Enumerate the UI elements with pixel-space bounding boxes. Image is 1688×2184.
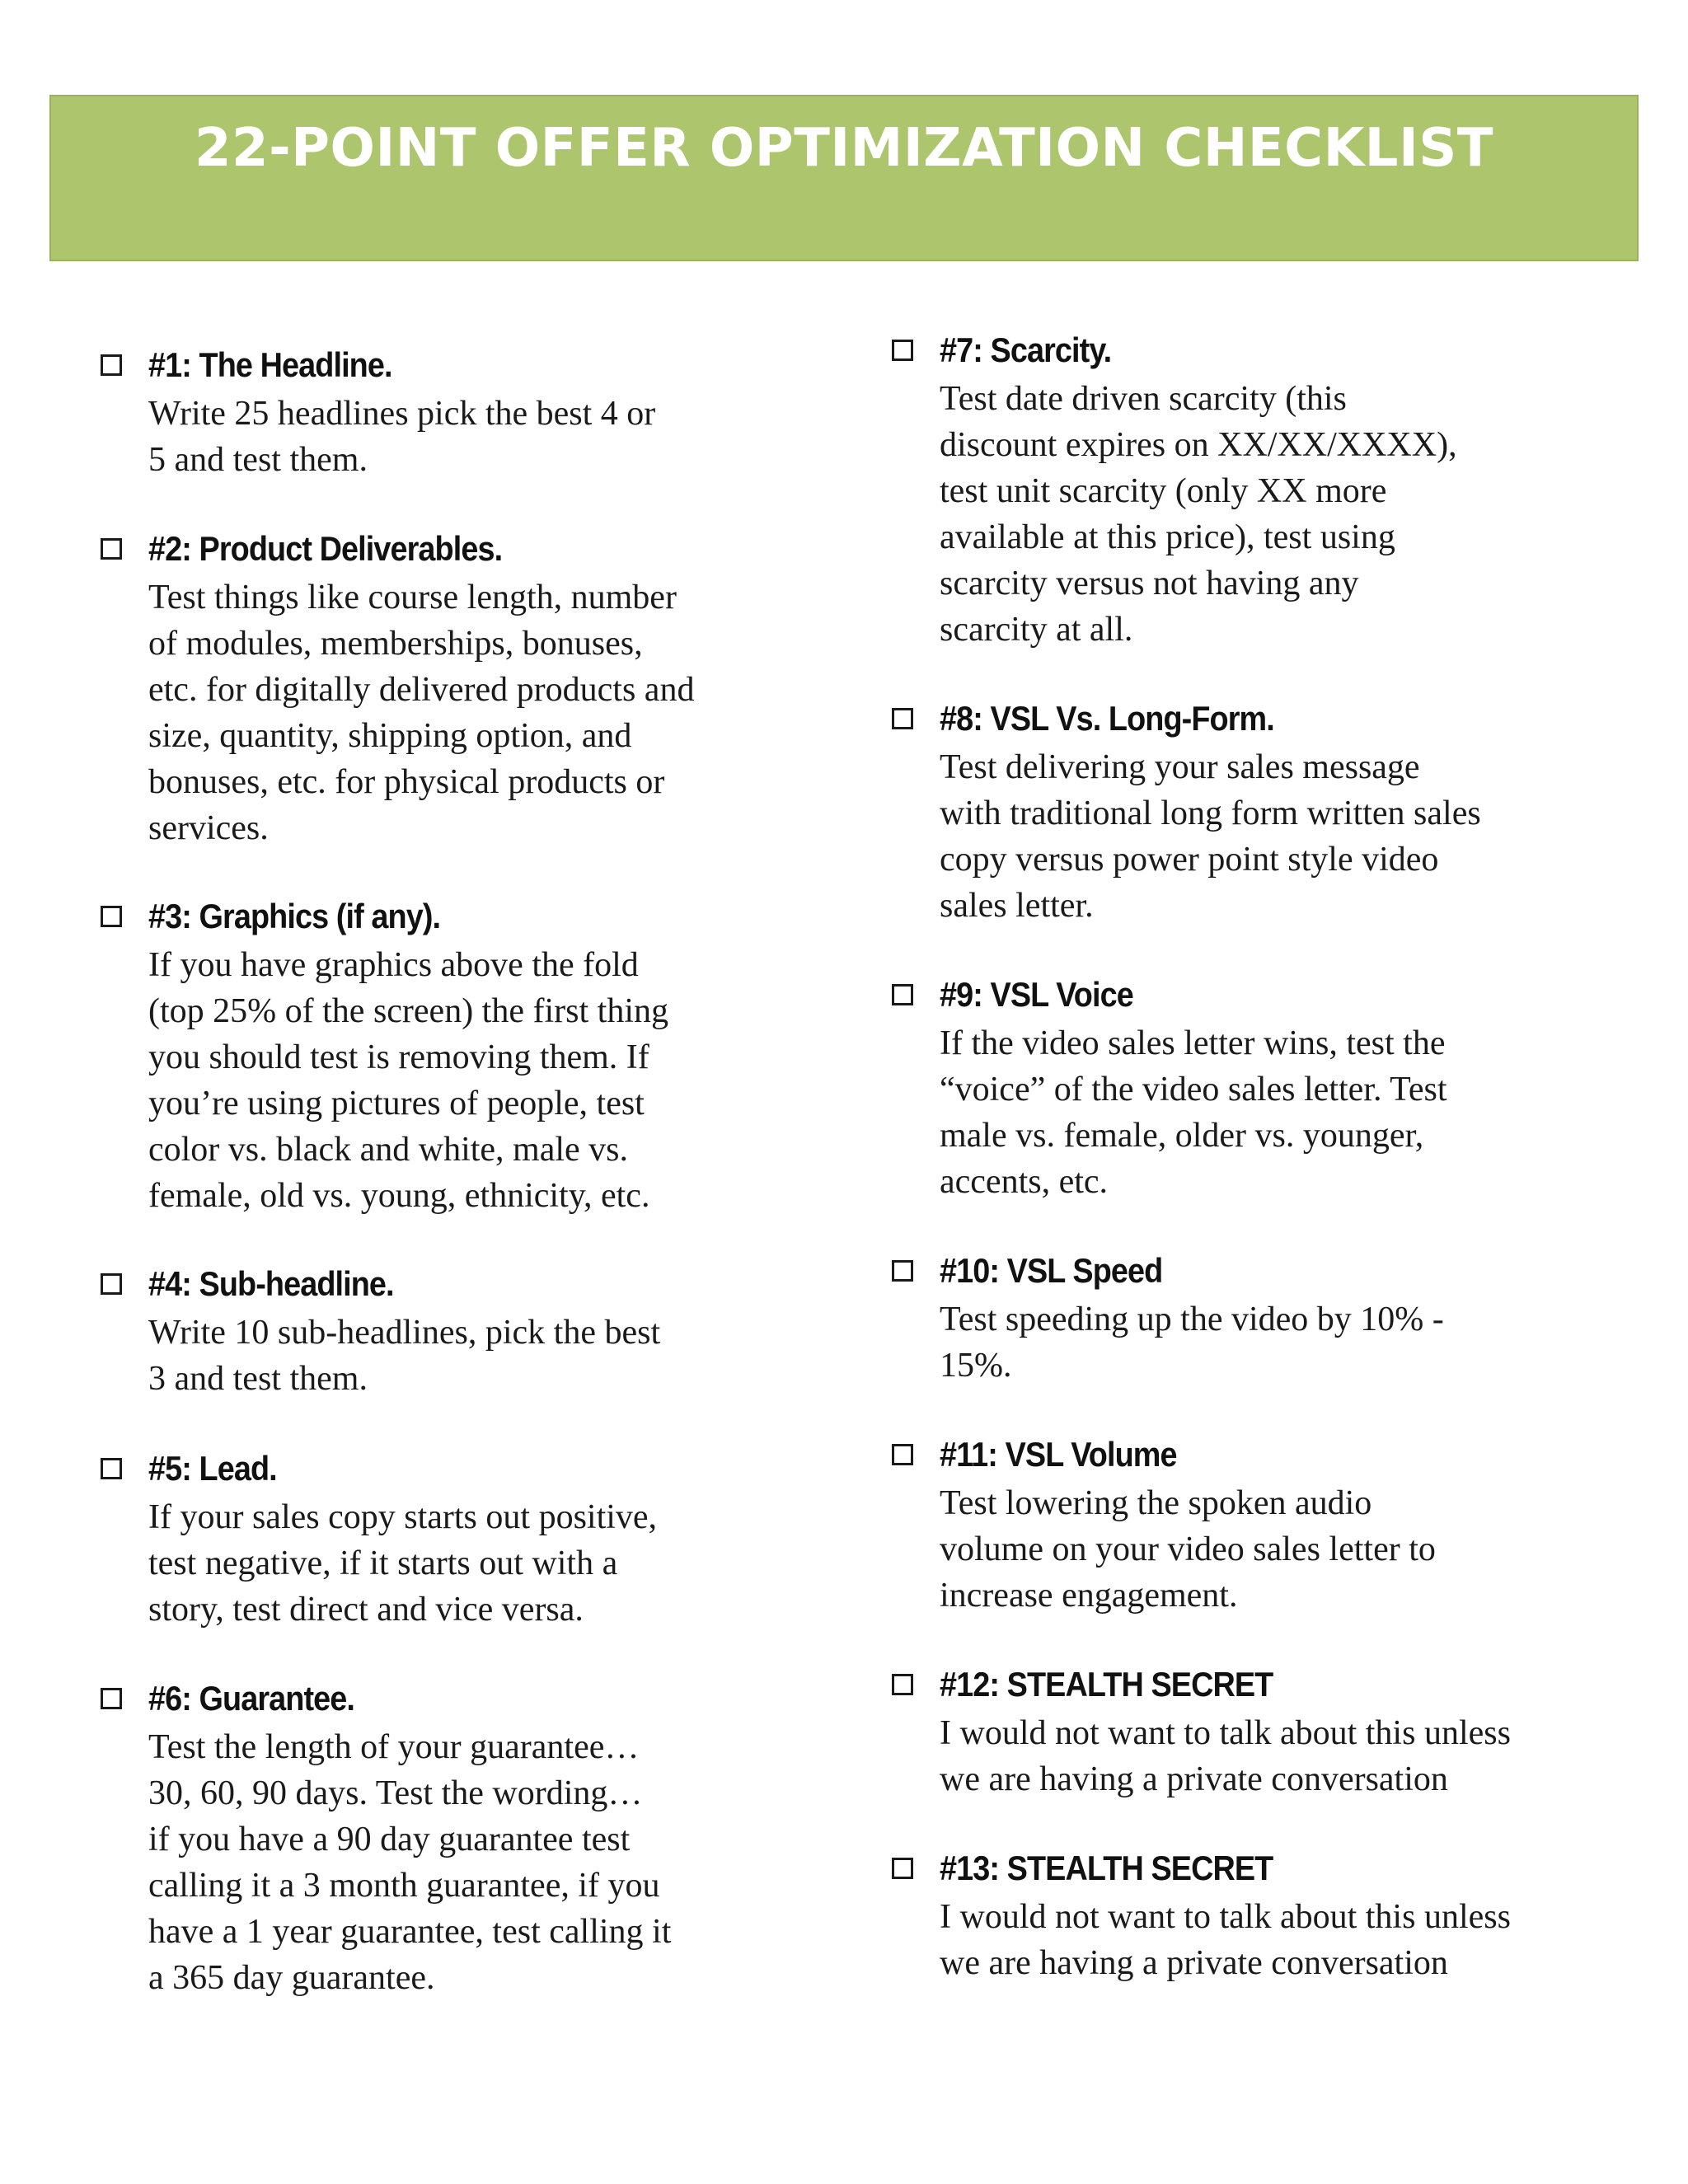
page-title: 22-POINT OFFER OPTIMIZATION CHECKLIST [195,118,1493,179]
item-title: #7: Scarcity. [940,330,1112,369]
description-line: 15%. [940,1347,1012,1385]
checkbox-icon[interactable] [892,340,913,361]
item-description [148,1724,671,2001]
description-line: a 365 day guarantee. [148,1959,435,1997]
description-line: etc. for digitally delivered products and [148,671,695,709]
checkbox-icon[interactable] [892,1674,913,1695]
description-line: I would not want to talk about this unless [940,1898,1511,1936]
item-title: #9: VSL Voice [940,975,1133,1014]
description-line: 5 and test them. [148,441,368,479]
description-line: Test delivering your sales message [940,748,1420,786]
item-description [940,1894,1511,1986]
item-title: #8: VSL Vs. Long-Form. [940,699,1274,738]
description-line: you’re using pictures of people, test [148,1085,645,1122]
description-line: bonuses, etc. for physical products or [148,763,665,801]
item-title: #5: Lead. [148,1449,277,1488]
description-line: services. [148,809,269,847]
checkbox-icon[interactable] [892,708,913,729]
item-title: #6: Guarantee. [148,1679,355,1718]
item-description [148,1310,660,1402]
description-line: Write 10 sub-headlines, pick the best [148,1314,661,1352]
description-line: calling it a 3 month guarantee, if you [148,1867,660,1905]
item-title: #11: VSL Volume [940,1435,1177,1474]
description-line: Test lowering the spoken audio [940,1484,1372,1522]
checkbox-icon[interactable] [101,354,122,376]
description-line: have a 1 year guarantee, test calling it [148,1913,672,1951]
description-line: discount expires on XX/XX/XXXX), [940,426,1457,464]
item-description [148,574,694,851]
description-line: If the video sales letter wins, test the [940,1024,1446,1062]
checkbox-icon[interactable] [101,1273,122,1295]
item-description [148,1494,657,1633]
item-title: #13: STEALTH SECRET [940,1849,1273,1887]
item-title: #4: Sub-headline. [148,1264,394,1303]
description-line: 3 and test them. [148,1360,368,1398]
item-title: #12: STEALTH SECRET [940,1665,1273,1704]
description-line: with traditional long form written sales [940,794,1481,832]
item-description [940,376,1457,653]
title-banner [49,95,1639,261]
description-line: Test things like course length, number [148,579,677,616]
description-line: Write 25 headlines pick the best 4 or [148,395,656,433]
item-description [148,942,668,1219]
item-description [940,1480,1436,1619]
description-line: copy versus power point style video [940,841,1439,879]
item-title: #10: VSL Speed [940,1251,1163,1290]
description-line: male vs. female, older vs. younger, [940,1117,1424,1155]
description-line: size, quantity, shipping option, and [148,717,632,755]
description-line: accents, etc. [940,1163,1109,1201]
description-line: volume on your video sales letter to [940,1530,1436,1568]
checkbox-icon[interactable] [892,1858,913,1879]
description-line: scarcity versus not having any [940,565,1359,602]
description-line: Test date driven scarcity (this [940,380,1347,418]
checkbox-icon[interactable] [101,906,122,927]
description-line: If you have graphics above the fold [148,946,639,984]
description-line: 30, 60, 90 days. Test the wording… [148,1774,643,1812]
description-line: test negative, if it starts out with a [148,1544,618,1582]
description-line: If your sales copy starts out positive, [148,1498,658,1536]
item-description [940,1020,1447,1205]
description-line: we are having a private conversation [940,1944,1448,1982]
description-line: “voice” of the video sales letter. Test [940,1071,1447,1108]
description-line: test unit scarcity (only XX more [940,472,1387,510]
description-line: color vs. black and white, male vs. [148,1131,629,1169]
description-line: (top 25% of the screen) the first thing [148,992,668,1030]
description-line: scarcity at all. [940,611,1133,649]
description-line: female, old vs. young, ethnicity, etc. [148,1177,650,1215]
description-line: increase engagement. [940,1577,1238,1615]
item-title: #3: Graphics (if any). [148,897,441,935]
description-line: we are having a private conversation [940,1760,1448,1798]
item-title: #1: The Headline. [148,345,392,384]
description-line: if you have a 90 day guarantee test [148,1821,631,1858]
item-description [940,1296,1444,1389]
item-description [940,744,1481,929]
checkbox-icon[interactable] [101,1458,122,1479]
checkbox-icon[interactable] [892,1260,913,1282]
description-line: I would not want to talk about this unless [940,1714,1511,1752]
description-line: Test the length of your guarantee… [148,1728,640,1766]
item-description [148,391,655,483]
description-line: you should test is removing them. If [148,1038,649,1076]
item-description [940,1710,1511,1802]
description-line: available at this price), test using [940,518,1395,556]
checkbox-icon[interactable] [101,538,122,560]
checkbox-icon[interactable] [892,984,913,1005]
description-line: sales letter. [940,887,1094,925]
checkbox-icon[interactable] [892,1444,913,1465]
description-line: Test speeding up the video by 10% - [940,1301,1444,1338]
description-line: of modules, memberships, bonuses, [148,625,643,663]
checkbox-icon[interactable] [101,1688,122,1709]
description-line: story, test direct and vice versa. [148,1591,584,1629]
item-title: #2: Product Deliverables. [148,529,503,568]
